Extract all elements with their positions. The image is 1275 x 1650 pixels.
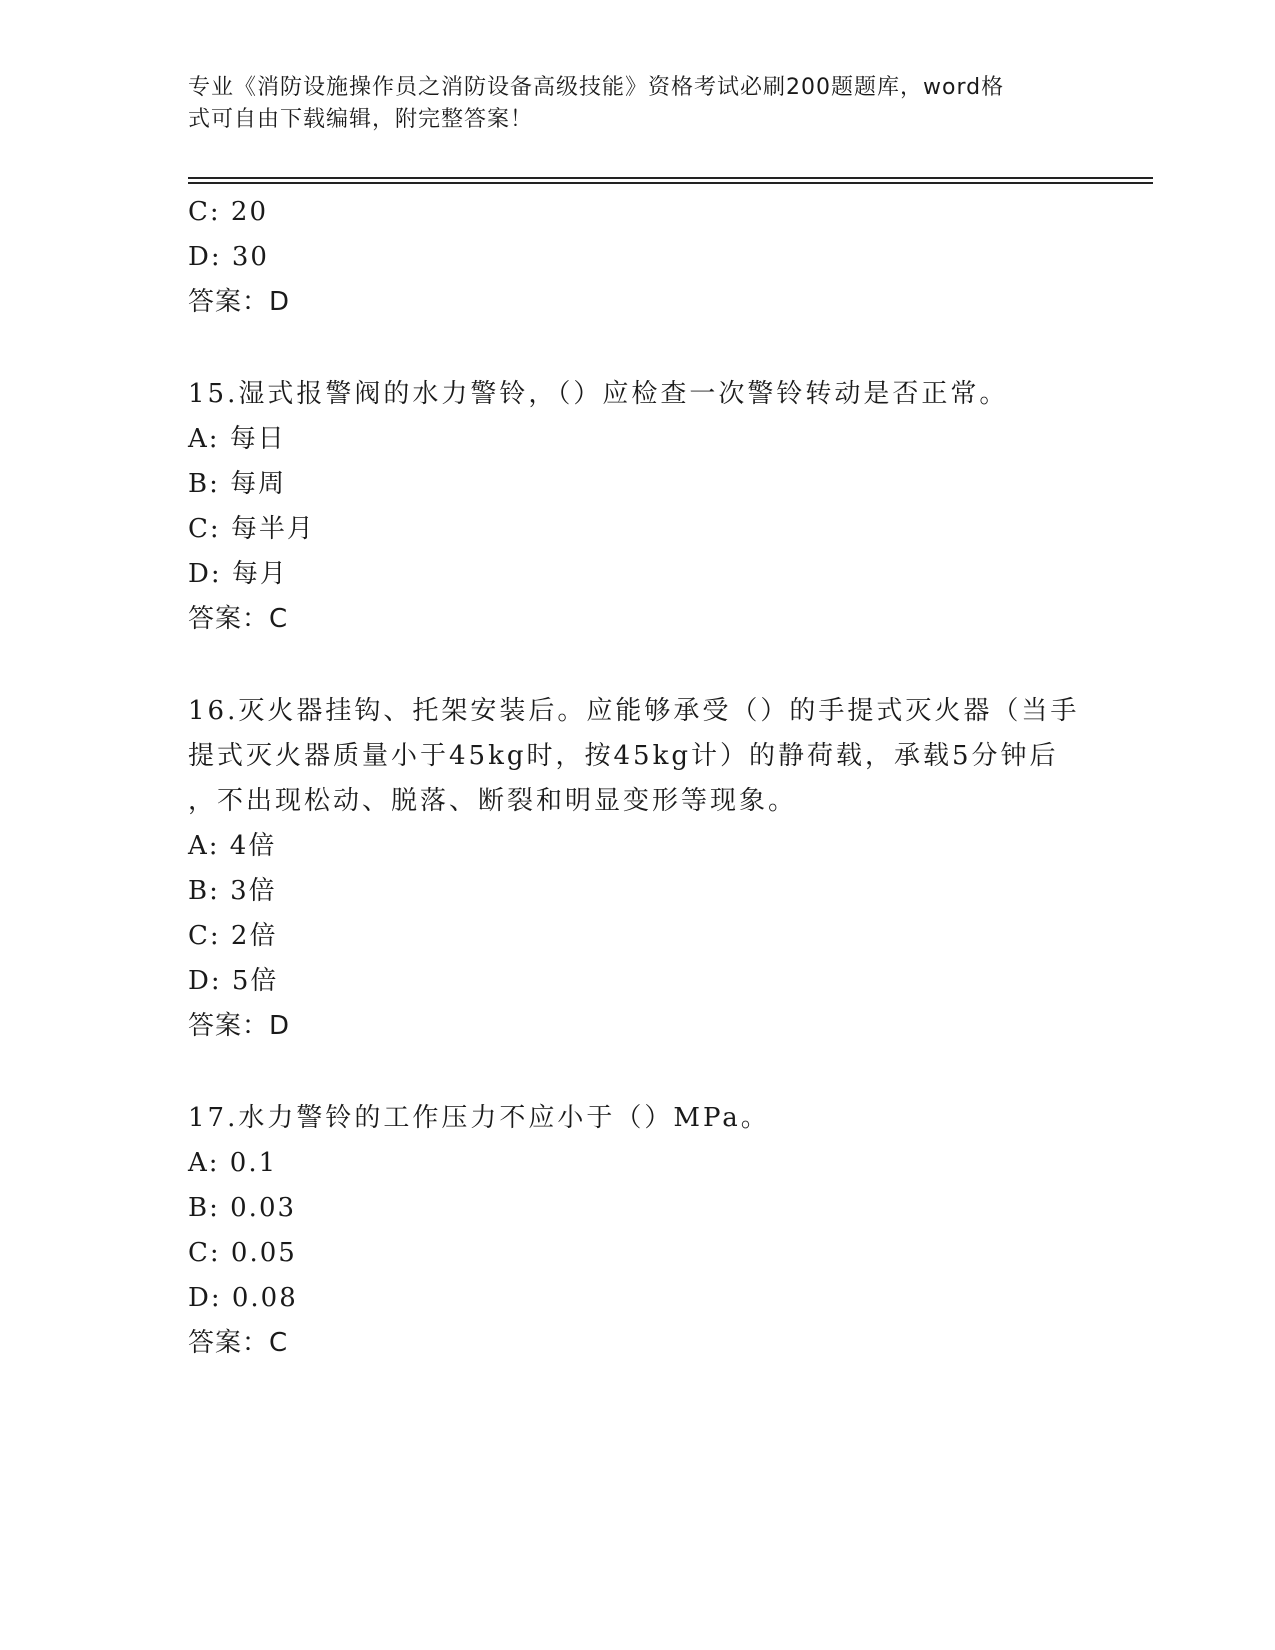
option-b: B: 每周 [188,469,287,499]
question-text-line-1: 16.灭火器挂钩、托架安装后。应能够承受（）的手提式灭火器（当手 [188,696,1080,726]
question-15 [188,372,1088,642]
question-text-line-2: 提式灭火器质量小于45kg时，按45kg计）的静荷载，承载5分钟后 [188,741,1059,771]
header-title-line-1: 专业《消防设施操作员之消防设备高级技能》资格考试必刷200题题库，word格 [188,75,1005,100]
option-c: C: 20 [188,197,269,227]
question-text: 15.湿式报警阀的水力警铃，（）应检查一次警铃转动是否正常。 [188,379,1009,409]
option-d: D: 30 [188,242,269,272]
option-c: C: 0.05 [188,1238,297,1268]
option-d: D: 0.08 [188,1283,298,1313]
option-c: C: 每半月 [188,514,315,544]
option-a: A: 每日 [188,424,286,454]
header-divider-bottom [188,182,1153,184]
option-a: A: 4倍 [188,831,277,861]
question-16 [188,689,1088,1049]
option-d: D: 每月 [188,559,288,589]
option-d: D: 5倍 [188,966,279,996]
question-text: 17.水力警铃的工作压力不应小于（）MPa。 [188,1103,770,1133]
option-c: C: 2倍 [188,921,278,951]
page-header [188,72,1068,136]
option-b: B: 3倍 [188,876,277,906]
document-body [188,190,1088,1366]
answer-line: 答案：D [188,1011,291,1041]
answer-line: 答案：D [188,287,291,317]
answer-line: 答案：C [188,1328,289,1358]
question-17 [188,1096,1088,1366]
header-title-line-2: 式可自由下载编辑，附完整答案！ [188,107,534,132]
question-14-fragment [188,190,1088,325]
option-b: B: 0.03 [188,1193,297,1223]
option-a: A: 0.1 [188,1148,278,1178]
question-text-line-3: ，不出现松动、脱落、断裂和明显变形等现象。 [188,786,798,816]
answer-line: 答案：C [188,604,289,634]
header-divider-top [188,177,1153,179]
